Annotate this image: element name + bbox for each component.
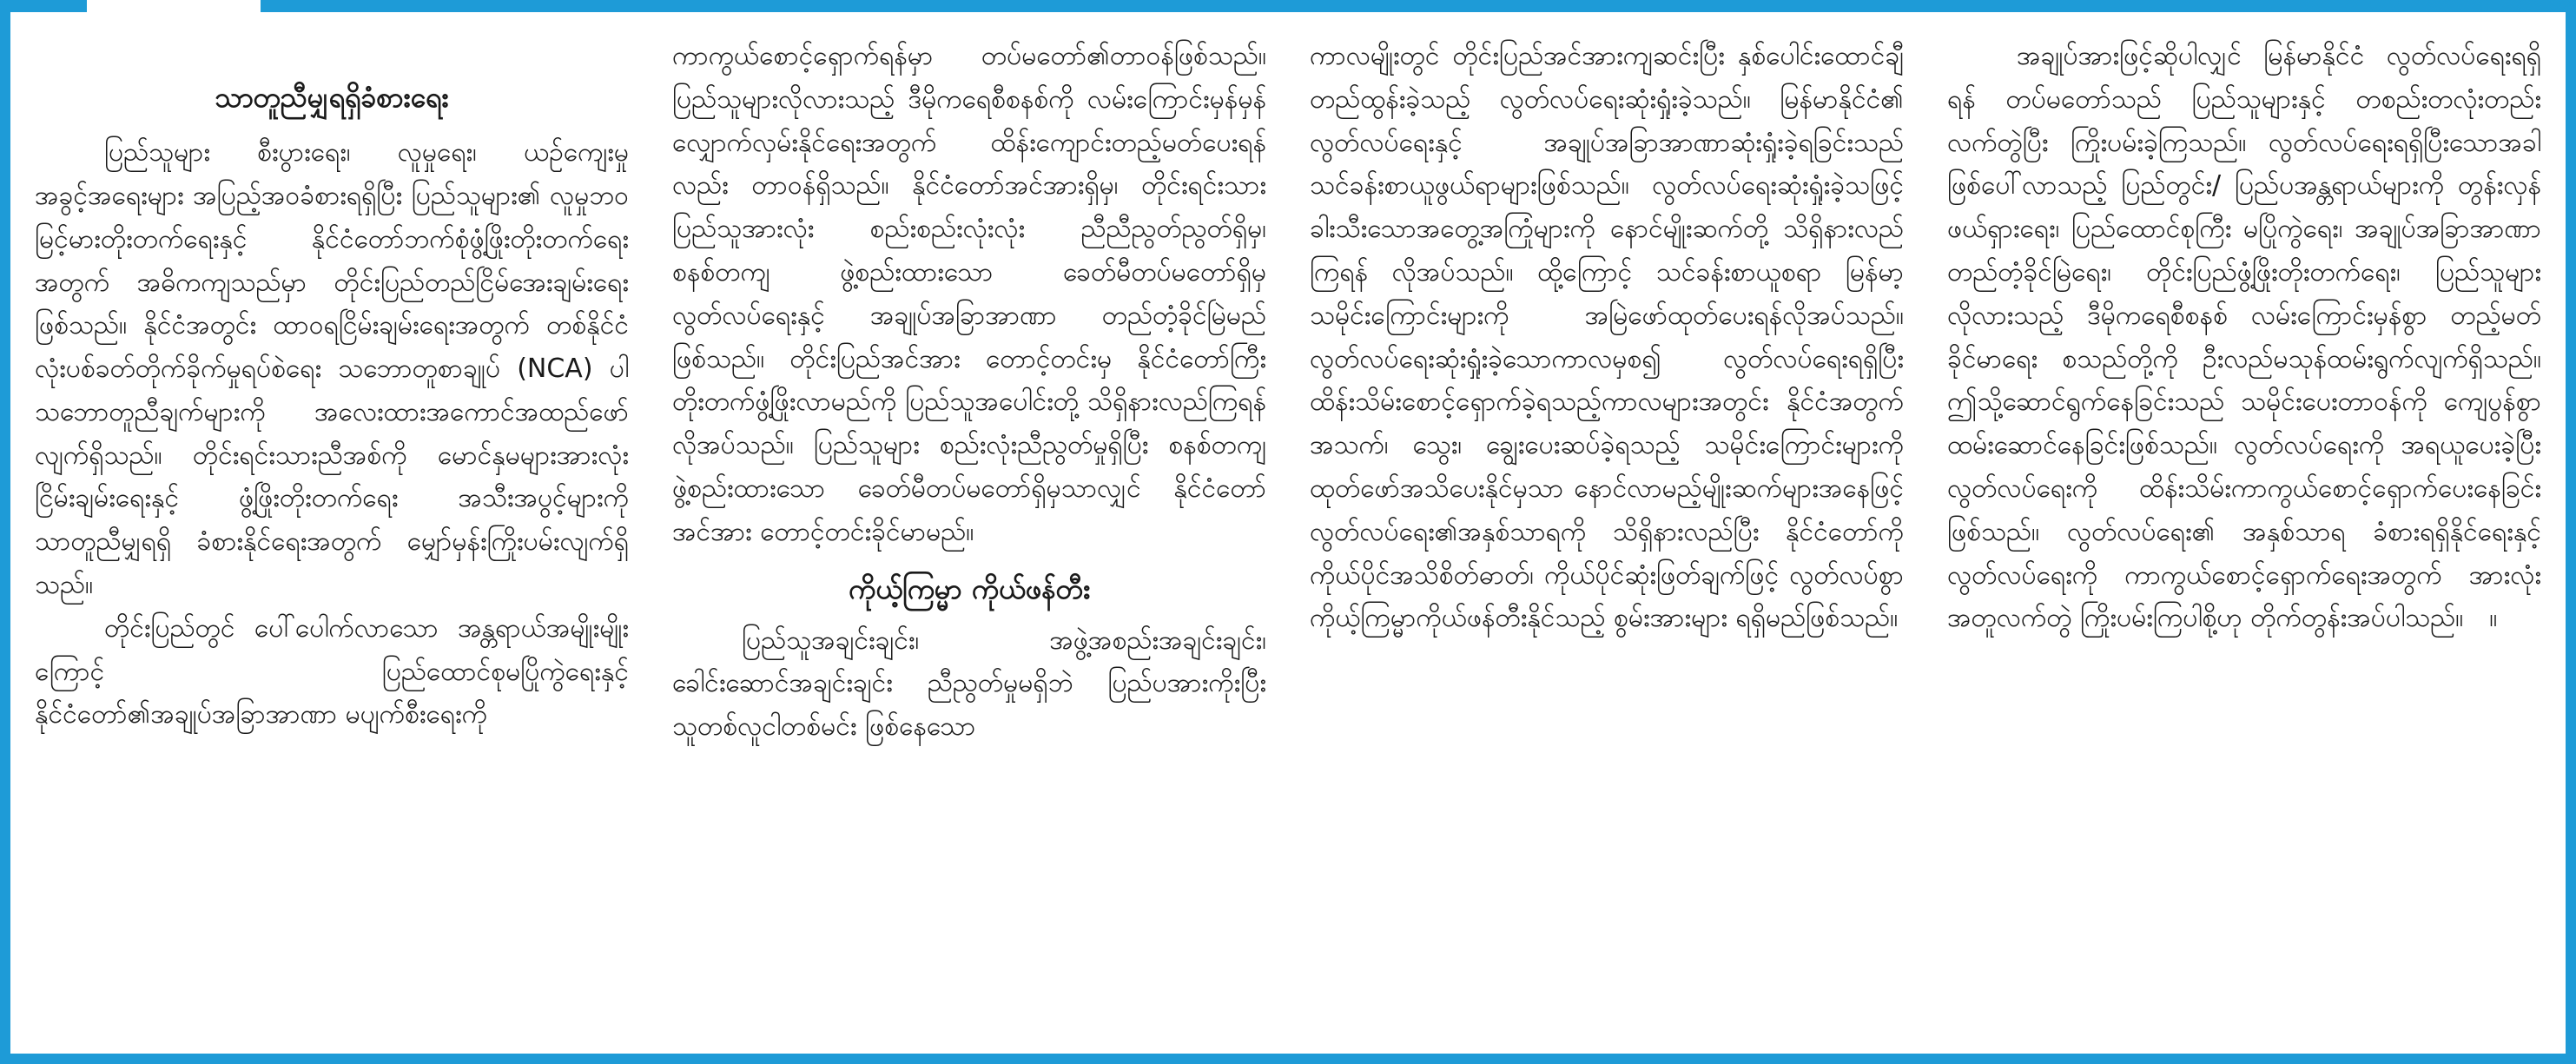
- section-heading-equal-enjoyment: သာတူညီမျှရရှိခံစားရေး: [215, 81, 449, 114]
- column-2: [672, 35, 1266, 1029]
- paragraph: ကာလမျိုးတွင် တိုင်းပြည်အင်အားကျဆင်းပြီး နှစ်ပေါင်းထောင်ချီ တည်ထွန်းခဲ့သည့် လွတ်လပ်ရေးဆုံးရှုံးခဲ့သည်။ မြန်မာနိုင်ငံ၏ လွတ်လပ်ရေးနှင့် အချုပ်အခြာအာဏာဆုံးရှုံးခဲ့ရခြင်းသည် သင်ခန်းစာယူဖွယ်ရာများဖြစ်သည်။ လွတ်လပ်ရေးဆုံးရှုံးခဲ့သဖြင့် ခါးသီးသောအတွေ့အကြုံများကို နောင်မျိုးဆက်တို့ သိရှိနားလည်ကြရန် လိုအပ်သည်။ ထို့ကြောင့် သင်ခန်းစာယူစရာ မြန်မာ့သမိုင်းကြောင်းများကို အမြဲဖော်ထုတ်ပေးရန်လိုအပ်သည်။ လွတ်လပ်ရေးဆုံးရှုံးခဲ့သောကာလမှစ၍ လွတ်လပ်ရေးရရှိပြီး ထိန်းသိမ်းစောင့်ရှောက်ခဲ့ရသည့်ကာလများအတွင်း နိုင်ငံအတွက် အသက်၊ သွေး၊ ချွေးပေးဆပ်ခဲ့ရသည့် သမိုင်းကြောင်းများကို ထုတ်ဖော်အသိပေးနိုင်မှသာ နောင်လာမည့်မျိုးဆက်များအနေဖြင့် လွတ်လပ်ရေး၏အနှစ်သာရကို သိရှိနားလည်ပြီး နိုင်ငံတော်ကို ကိုယ်ပိုင်အသိစိတ်ဓာတ်၊ ကိုယ်ပိုင်ဆုံးဖြတ်ချက်ဖြင့် လွတ်လပ်စွာ ကိုယ့်ကြမ္မာကိုယ်ဖန်တီးနိုင်သည့် စွမ်းအားများ ရရှိမည်ဖြစ်သည်။: [1310, 41, 1904, 634]
- section-heading-own-destiny: ကိုယ့်ကြမ္မာ ကိုယ်ဖန်တီး: [848, 572, 1091, 605]
- paragraph: ပြည်သူအချင်းချင်း၊ အဖွဲ့အစည်းအချင်းချင်း၊ ခေါင်းဆောင်အချင်းချင်း ညီညွတ်မှုမရှိဘဲ ပြည်ပအားကိုးပြီး သူတစ်လူငါတစ်မင်း ဖြစ်နေသော: [672, 625, 1266, 743]
- column-4: [1947, 35, 2541, 1029]
- paragraph: တိုင်းပြည်တွင် ပေါ်ပေါက်လာသော အန္တရာယ်အမျိုးမျိုးကြောင့် ပြည်ထောင်စုမပြိုကွဲရေးနှင့် နိုင်ငံတော်၏အချုပ်အခြာအာဏာ မပျက်စီးရေးကို: [35, 612, 629, 730]
- top-border-right: [261, 0, 2576, 12]
- article-body: [35, 35, 2541, 1029]
- paragraph-text: အချုပ်အားဖြင့်ဆိုပါလျှင် မြန်မာနိုင်ငံ လွတ်လပ်ရေးရရှိရန် တပ်မတော်သည် ပြည်သူများနှင့် တစည်းတလုံးတည်းလက်တွဲပြီး ကြိုးပမ်းခဲ့ကြသည်။ လွတ်လပ်ရေးရရှိပြီးသောအခါ ဖြစ်ပေါ်လာသည့် ပြည်တွင်း/ ပြည်ပအန္တရာယ်များကို တွန်းလှန်ဖယ်ရှားရေး၊ ပြည်ထောင်စုကြီး မပြိုကွဲရေး၊ အချုပ်အခြာအာဏာတည်တံ့ခိုင်မြဲရေး၊ တိုင်းပြည်ဖွံ့ဖြိုးတိုးတက်ရေး၊ ပြည်သူများလိုလားသည့် ဒီမိုကရေစီစနစ် လမ်းကြောင်းမှန်စွာ တည့်မတ်ခိုင်မာရေး စသည်တို့ကို ဦးလည်မသုန်ထမ်းရွက်လျက်ရှိသည်။ ဤသို့ဆောင်ရွက်နေခြင်းသည် သမိုင်းပေးတာဝန်ကို ကျေပွန်စွာ ထမ်းဆောင်နေခြင်းဖြစ်သည်။ လွတ်လပ်ရေးကို အရယူပေးခဲ့ပြီး လွတ်လပ်ရေးကို ထိန်းသိမ်းကာကွယ်စောင့်ရှောက်ပေးနေခြင်း ဖြစ်သည်။ လွတ်လပ်ရေး၏ အနှစ်သာရ ခံစားရရှိနိုင်ရေးနှင့် လွတ်လပ်ရေးကို ကာကွယ်စောင့်ရှောက်ရေးအတွက် အားလုံးအတူလက်တွဲ ကြိုးပမ်းကြပါစို့ဟု တိုက်တွန်းအပ်ပါသည်။: [1947, 41, 2541, 634]
- column-1: [35, 35, 629, 1029]
- paragraph: ပြည်သူများ စီးပွားရေး၊ လူမှုရေး၊ ယဉ်ကျေးမှု အခွင့်အရေးများ အပြည့်အဝခံစားရရှိပြီး ပြည်သူများ၏ လူမှုဘဝမြင့်မားတိုးတက်ရေးနှင့် နိုင်ငံတော်ဘက်စုံဖွံ့ဖြိုးတိုးတက်ရေးအတွက် အဓိကကျသည်မှာ တိုင်းပြည်တည်ငြိမ်အေးချမ်းရေးဖြစ်သည်။ နိုင်ငံအတွင်း ထာဝရငြိမ်းချမ်းရေးအတွက် တစ်နိုင်ငံလုံးပစ်ခတ်တိုက်ခိုက်မှုရပ်စဲရေး သဘောတူစာချုပ် (NCA) ပါ သဘောတူညီချက်များကို အလေးထားအကောင်အထည်ဖော်လျက်ရှိသည်။ တိုင်းရင်းသားညီအစ်ကို မောင်နှမများအားလုံး ငြိမ်းချမ်းရေးနှင့် ဖွံ့ဖြိုးတိုးတက်ရေး အသီးအပွင့်များကို သာတူညီမျှရရှိ ခံစားနိုင်ရေးအတွက် မျှော်မှန်းကြိုးပမ်းလျက်ရှိသည်။: [35, 137, 629, 601]
- end-mark: ။: [2489, 603, 2498, 634]
- column-3: [1310, 35, 1904, 1029]
- paragraph: ကာကွယ်စောင့်ရှောက်ရန်မှာ တပ်မတော်၏တာဝန်ဖြစ်သည်။ ပြည်သူများလိုလားသည့် ဒီမိုကရေစီစနစ်ကို လမ်းကြောင်းမှန်မှန် လျှောက်လှမ်းနိုင်ရေးအတွက် ထိန်းကျောင်းတည့်မတ်ပေးရန်လည်း တာဝန်ရှိသည်။ နိုင်ငံတော်အင်အားရှိမှ၊ တိုင်းရင်းသားပြည်သူအားလုံး စည်းစည်းလုံးလုံး ညီညီညွတ်ညွတ်ရှိမှ၊ စနစ်တကျ ဖွဲ့စည်းထားသော ခေတ်မီတပ်မတော်ရှိမှ လွတ်လပ်ရေးနှင့် အချုပ်အခြာအာဏာ တည်တံ့ခိုင်မြဲမည်ဖြစ်သည်။ တိုင်းပြည်အင်အား တောင့်တင်းမှ နိုင်ငံတော်ကြီး တိုးတက်ဖွံ့ဖြိုးလာမည်ကို ပြည်သူအပေါင်းတို့ သိရှိနားလည်ကြရန် လိုအပ်သည်။ ပြည်သူများ စည်းလုံးညီညွတ်မှုရှိပြီး စနစ်တကျ ဖွဲ့စည်းထားသော ခေတ်မီတပ်မတော်ရှိမှသာလျှင် နိုင်ငံတော်အင်အား တောင့်တင်းခိုင်မာမည်။: [672, 41, 1266, 547]
- top-border-left: [0, 0, 87, 12]
- paragraph: [1947, 35, 2541, 640]
